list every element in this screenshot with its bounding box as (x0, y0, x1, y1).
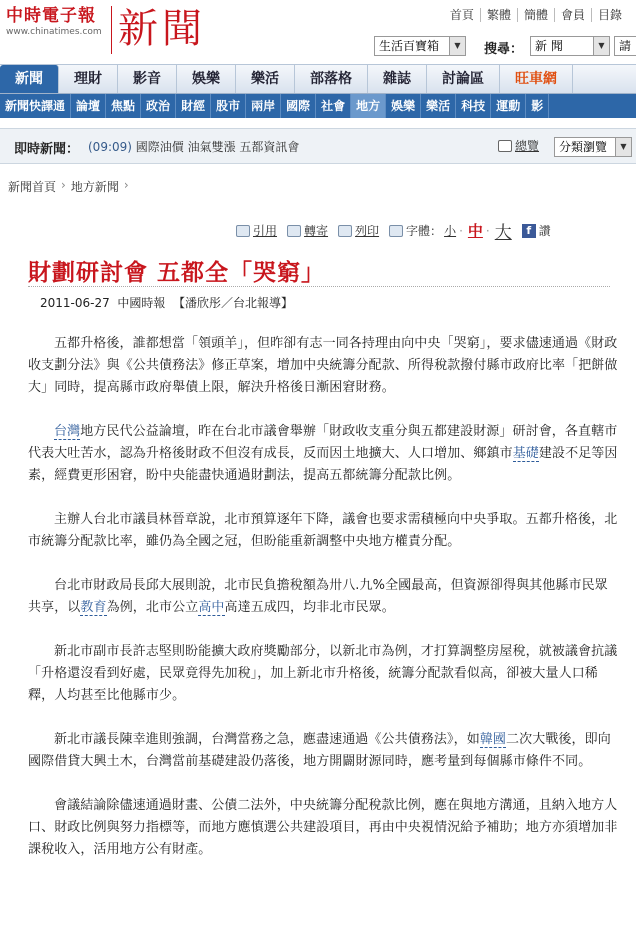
chevron-down-icon: ▼ (615, 138, 631, 156)
instant-news-headline[interactable]: 國際油價 油氣雙漲 五都資訊會 (135, 140, 300, 154)
sub-nav (0, 94, 636, 118)
keyword-link[interactable]: 台灣 (54, 424, 81, 439)
search-label: 搜尋： (484, 42, 524, 57)
font-icon (389, 225, 403, 237)
paragraph-text: 地方民代公益論壇，昨在台北市議會舉辦「財政收支重分與五都建設財源」研討會，各直轄市代表大吐苦水，認為升格後財政不但沒有成長，反而因土地擴大、人口增加、鄉鎮市 (28, 424, 618, 461)
article-meta (40, 294, 293, 311)
top-link-home[interactable]: 首頁 (449, 8, 474, 22)
sub-nav-item[interactable]: 科技 (456, 94, 491, 118)
main-nav-forum[interactable]: 討論區 (427, 65, 500, 93)
keyword-link[interactable]: 教育 (80, 600, 107, 615)
keyword-link[interactable]: 基礎 (512, 446, 539, 461)
share-label: 讚 (538, 224, 551, 238)
instant-news-bar (0, 128, 636, 164)
search-category-value: 新 聞 (535, 39, 563, 53)
main-nav (0, 64, 636, 94)
main-nav-news[interactable]: 新聞 (0, 65, 59, 93)
search-input-value: 請 (619, 39, 632, 53)
search-input[interactable] (614, 36, 636, 56)
article-paragraph: 新北市副市長許志堅則盼能擴大政府獎勵部分，以新北市為例，才打算調整房屋稅，就被議會抗議「升格還沒看到好處，民眾竟得先加稅」，加上新北市升格後，統籌分配款看似高，卻被大量人口稀釋，人均甚至比他縣市少。 (28, 644, 618, 703)
keyword-link[interactable]: 高中 (198, 600, 225, 615)
article-paragraph: 五都升格後，誰都想當「領頭羊」，但昨卻有志一同各持理由向中央「哭窮」，要求儘速通過《財政收支劃分法》與《公共債務法》修正草案，增加中央統籌分配款、所得稅款撥付縣市政府比率「把餅做大」同時，提高縣市政府舉債上限，解決升格後日漸困窘財務。 (28, 336, 618, 395)
paragraph-text: 高達五成四，均非北市民眾。 (224, 600, 395, 615)
font-size-label: 字體： (406, 224, 443, 238)
divider (28, 286, 610, 287)
instant-news-ticker[interactable] (88, 138, 484, 155)
quote-icon (236, 225, 250, 237)
logo-divider (111, 6, 112, 54)
logo-url: www.chinatimes.com (6, 27, 102, 37)
facebook-icon: f (522, 224, 536, 238)
font-medium-button[interactable]: 中 (467, 222, 483, 240)
chevron-right-icon: › (123, 178, 129, 192)
article-source: 中國時報 (117, 296, 166, 310)
sub-nav-item[interactable]: 財經 (176, 94, 211, 118)
font-small-button[interactable]: 小 (444, 224, 457, 238)
top-link-simplified[interactable]: 簡體 (517, 8, 554, 22)
sub-nav-item[interactable]: 焦點 (106, 94, 141, 118)
quote-button[interactable] (236, 222, 277, 239)
main-nav-entertainment[interactable]: 娛樂 (177, 65, 236, 93)
section-title: 新聞 (118, 6, 206, 52)
sub-nav-item[interactable]: 政治 (141, 94, 176, 118)
channel-select[interactable] (374, 36, 466, 56)
paragraph-text: 二次大戰後，即向國際借貸大興土木，台灣當前基礎建設仍落後，地方開闢財源同時，應考量到每個縣市條件不同。 (28, 732, 611, 769)
main-nav-blog[interactable]: 部落格 (295, 65, 368, 93)
sub-nav-item[interactable]: 兩岸 (246, 94, 281, 118)
main-nav-video[interactable]: 影音 (118, 65, 177, 93)
quote-label: 引用 (253, 224, 278, 238)
sub-nav-item[interactable]: 新聞快譯通 (0, 94, 71, 118)
top-link-member[interactable]: 會員 (554, 8, 591, 22)
overview-link[interactable] (498, 137, 539, 154)
chevron-down-icon: ▼ (593, 37, 609, 55)
article-paragraph (28, 729, 618, 773)
overview-icon (498, 140, 512, 152)
instant-news-label: 即時新聞： (14, 142, 80, 157)
paragraph-text: 建設不足等因素，經費更形困窘，盼中央能盡快通過財劃法，提高五都統籌分配款比例。 (28, 446, 618, 483)
main-nav-car[interactable]: 旺車網 (500, 65, 573, 93)
mail-icon (287, 225, 301, 237)
main-nav-lifestyle[interactable]: 樂活 (236, 65, 295, 93)
font-size-control: 字體： 小 · 中 · 大 (389, 218, 512, 243)
top-link-traditional[interactable]: 繁體 (480, 8, 517, 22)
paragraph-text: 新北市議長陳幸進則強調，台灣當務之急，應盡速通過《公共債務法》，如 (54, 732, 480, 747)
breadcrumb (8, 178, 134, 195)
sub-nav-item[interactable]: 股市 (211, 94, 246, 118)
browse-select-value: 分類瀏覽 (559, 140, 608, 154)
sub-nav-item[interactable]: 社會 (316, 94, 351, 118)
forward-button[interactable] (287, 222, 328, 239)
breadcrumb-local[interactable]: 地方新聞 (70, 180, 119, 194)
top-links (444, 8, 628, 22)
chevron-down-icon: ▼ (449, 37, 465, 55)
site-logo[interactable] (6, 6, 110, 40)
article-tools (236, 218, 561, 243)
keyword-link[interactable]: 韓國 (479, 732, 507, 747)
sub-nav-item-local[interactable]: 地方 (351, 94, 386, 118)
font-large-button[interactable]: 大 (494, 223, 512, 243)
logo-text: 中時電子報 (6, 6, 96, 26)
instant-news-time: (09:09) (88, 140, 132, 154)
sub-nav-item[interactable]: 娛樂 (386, 94, 421, 118)
main-nav-magazine[interactable]: 雜誌 (368, 65, 427, 93)
top-link-directory[interactable]: 目錄 (591, 8, 628, 22)
share-button[interactable] (522, 222, 551, 239)
print-icon (338, 225, 352, 237)
article-byline: 【潘欣彤／台北報導】 (173, 296, 294, 310)
sub-nav-item[interactable]: 國際 (281, 94, 316, 118)
article-paragraph (28, 421, 618, 487)
article-headline: 財劃研討會 五都全「哭窮」 (28, 260, 326, 286)
channel-select-value: 生活百寶箱 (379, 39, 440, 53)
browse-select[interactable] (554, 137, 632, 157)
chevron-right-icon: › (61, 178, 66, 192)
search-category-select[interactable] (530, 36, 610, 56)
article-body (28, 333, 618, 883)
main-nav-finance[interactable]: 理財 (59, 65, 118, 93)
sub-nav-item[interactable]: 樂活 (421, 94, 456, 118)
breadcrumb-home[interactable]: 新聞首頁 (8, 180, 57, 194)
sub-nav-item[interactable]: 運動 (491, 94, 526, 118)
article-paragraph (28, 575, 618, 619)
paragraph-text: 為例，北市公立 (106, 600, 199, 615)
print-button[interactable] (338, 222, 379, 239)
article-paragraph: 主辦人台北市議員林晉章說，北市預算逐年下降，議會也要求需積極向中央爭取。五都升格後，北市統籌分配款比率，雖仍為全國之冠，但盼能重新調整中央地方權責分配。 (28, 512, 618, 549)
paragraph-text: 台北市財政局長邱大展則說，北市民負擔稅額為卅八.九%全國最高，但資源卻得與其他縣市民眾共享，以 (28, 578, 608, 615)
site-header (0, 0, 636, 62)
print-label: 列印 (355, 224, 380, 238)
sub-nav-item[interactable]: 論壇 (71, 94, 106, 118)
sub-nav-item[interactable]: 影 (526, 94, 549, 118)
article-date: 2011-06-27 (40, 296, 110, 310)
forward-label: 轉寄 (304, 224, 329, 238)
article-paragraph: 會議結論除儘速通過財畫、公債二法外，中央統籌分配稅款比例，應在與地方溝通，且納入地方人口、財政比例與努力指標等，而地方應慎選公共建設項目，再由中央視情況給予補助；地方亦須增加非課稅收入，活用地方公有財產。 (28, 798, 618, 857)
overview-label: 總覽 (515, 139, 540, 153)
